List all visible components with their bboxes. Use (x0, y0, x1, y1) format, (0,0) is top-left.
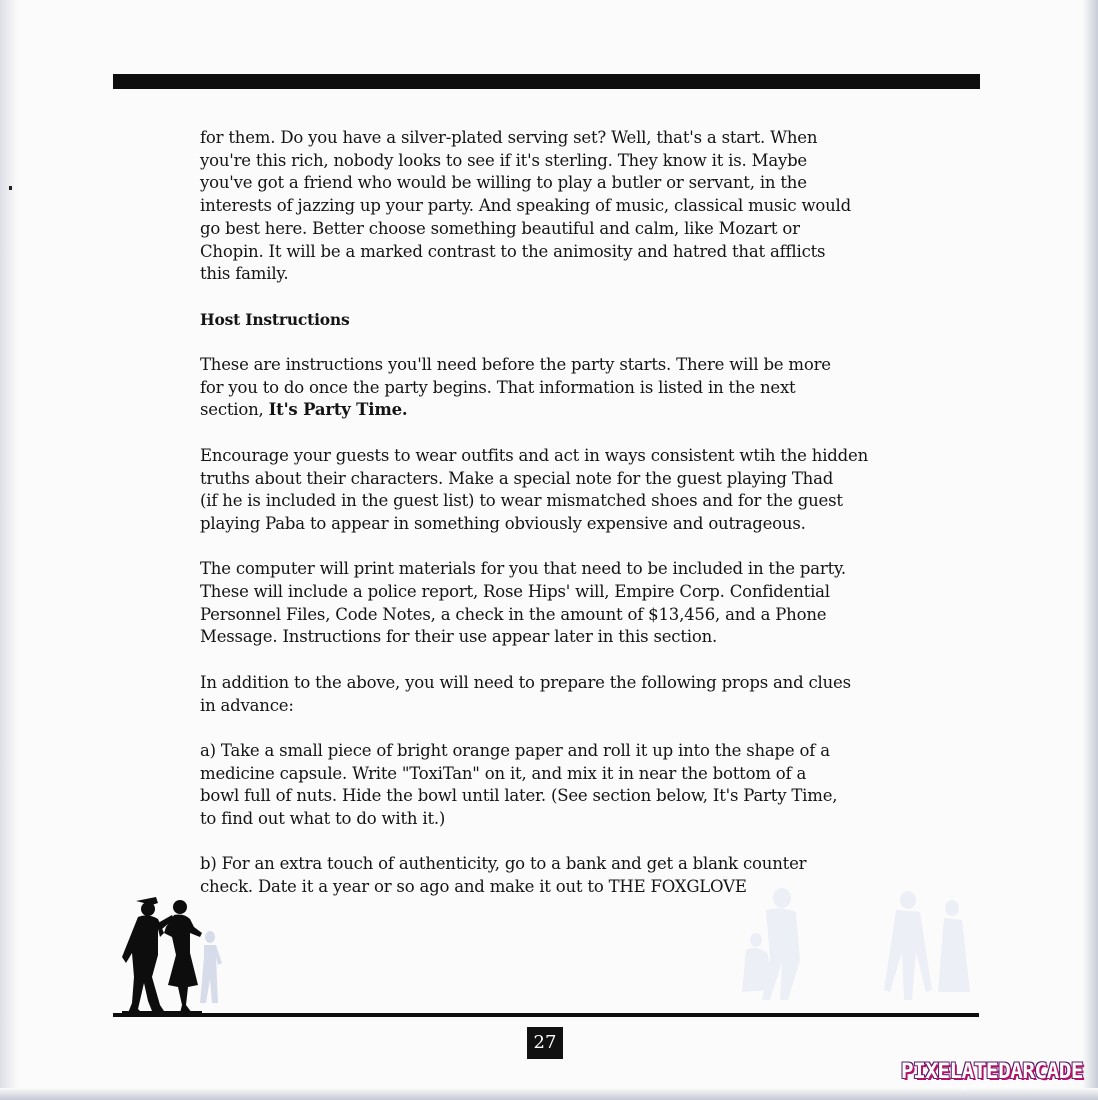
list-item-a: a) Take a small piece of bright orange paper and roll it up into the shape of a medicine capsule. Write "ToxiTan" on it, and mix it in near the bottom of a bowl full of nuts. Hide the bowl until later. (See section below, It's Party Time, to find out what to do with it.) (200, 740, 838, 828)
party-time-reference: It's Party Time. (268, 400, 408, 420)
section-heading: Host Instructions (200, 309, 350, 329)
site-watermark (894, 1060, 1090, 1090)
list-item-b: b) For an extra touch of authenticity, go to a bank and get a blank counter check. Date it a year or so ago and make it out to THE FOXGLOVE (200, 854, 807, 897)
watermark-url: www.pixelatedarcade.com (942, 1082, 1042, 1090)
top-rule (113, 74, 980, 89)
page-right-edge (1082, 0, 1098, 1100)
page-number: 27 (527, 1027, 563, 1059)
page-left-edge (0, 0, 18, 1100)
paragraph-2-text: These are instructions you'll need before the party starts. There will be more for you to do once the party begins. That information is listed in the next section, (200, 355, 831, 420)
dancing-couple-silhouette-icon (118, 893, 228, 1015)
paragraph-5: In addition to the above, you will need to prepare the following props and clues in advance: (200, 672, 851, 715)
bottom-rule (113, 1013, 979, 1017)
margin-mark (9, 186, 12, 190)
body-text-column (200, 127, 912, 921)
paragraph-2 (200, 354, 912, 422)
paragraph-3: Encourage your guests to wear outfits and act in ways consistent wtih the hidden truths about their characters. Make a special note for the guest playing Thad (if he is included in the guest list) to wear mismatched shoes and for the guest playing Paba to appear in something obviously expensive and outrageous. (200, 445, 869, 533)
paragraph-4: The computer will print materials for you that need to be included in the party. These will include a police report, Rose Hips' will, Empire Corp. Confidential Personnel Files, Code Notes, a check in the amount of $13,456, and a Phone Message. Instructions for their use appear later in this section. (200, 559, 846, 647)
paragraph-1: for them. Do you have a silver-plated serving set? Well, that's a start. When you're this rich, nobody looks to see if it's sterling. They know it is. Maybe you've got a friend who would be willing to play a butler or servant, in the interests of jazzing up your party. And speaking of music, classical music would go best here. Better choose something beautiful and calm, like Mozart or Chopin. It will be a marked contrast to the animosity and hatred that afflicts this family. (200, 128, 852, 284)
watermark-logo: PIXELATEDARCADE (900, 1059, 1084, 1083)
